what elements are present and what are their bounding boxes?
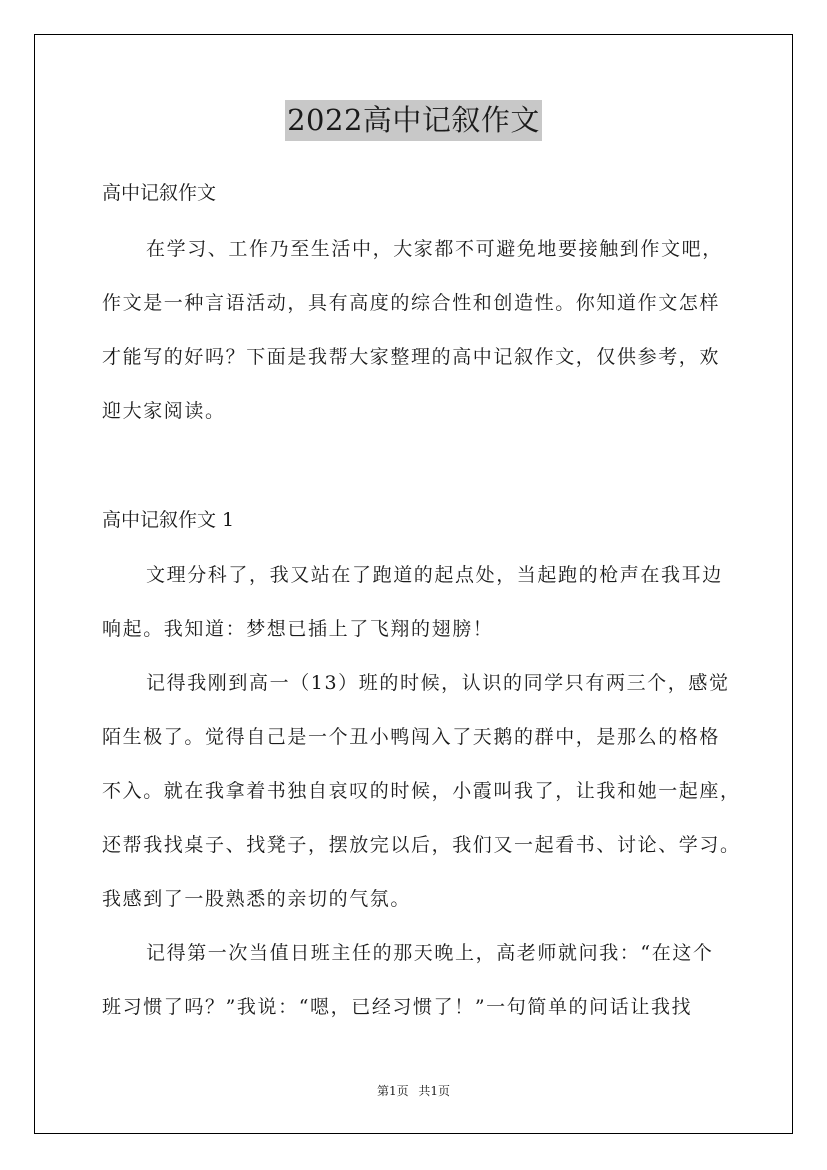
- paragraph-line: 记得第一次当值日班主任的那天晚上，高老师就问我：“在这个: [146, 942, 714, 964]
- intro-line: 迎大家阅读。: [102, 400, 226, 422]
- intro-line: 在学习、工作乃至生活中，大家都不可避免地要接触到作文吧，: [146, 238, 723, 260]
- paragraph-line: 我感到了一股熟悉的亲切的气氛。: [102, 888, 412, 910]
- title-container: [0, 100, 827, 141]
- paragraph-line: 记得我刚到高一（13）班的时候，认识的同学只有两三个，感觉: [146, 672, 730, 694]
- paragraph-line: 文理分科了，我又站在了跑道的起点处，当起跑的枪声在我耳边: [146, 564, 723, 586]
- page-total: 共1页: [418, 1084, 451, 1098]
- intro-heading: 高中记叙作文: [102, 182, 217, 204]
- intro-line: 才能写的好吗？下面是我帮大家整理的高中记叙作文，仅供参考，欢: [102, 346, 721, 368]
- paragraph-line: 陌生极了。觉得自己是一个丑小鸭闯入了天鹅的群中，是那么的格格: [102, 726, 721, 748]
- intro-line: 作文是一种言语活动，具有高度的综合性和创造性。你知道作文怎样: [102, 292, 721, 314]
- page-footer: [0, 1083, 827, 1099]
- essay-heading: 高中记叙作文 1: [102, 509, 235, 531]
- paragraph-line: 不入。就在我拿着书独自哀叹的时候，小霞叫我了，让我和她一起座，: [102, 780, 741, 802]
- page-number: 第1页: [376, 1084, 409, 1098]
- document-title: 2022高中记叙作文: [285, 100, 542, 141]
- paragraph-line: 响起。我知道：梦想已插上了飞翔的翅膀！: [102, 618, 494, 640]
- paragraph-line: 班习惯了吗？”我说：“嗯，已经习惯了！”一句简单的问话让我找: [102, 996, 693, 1018]
- paragraph-line: 还帮我找桌子、找凳子，摆放完以后，我们又一起看书、讨论、学习。: [102, 834, 741, 856]
